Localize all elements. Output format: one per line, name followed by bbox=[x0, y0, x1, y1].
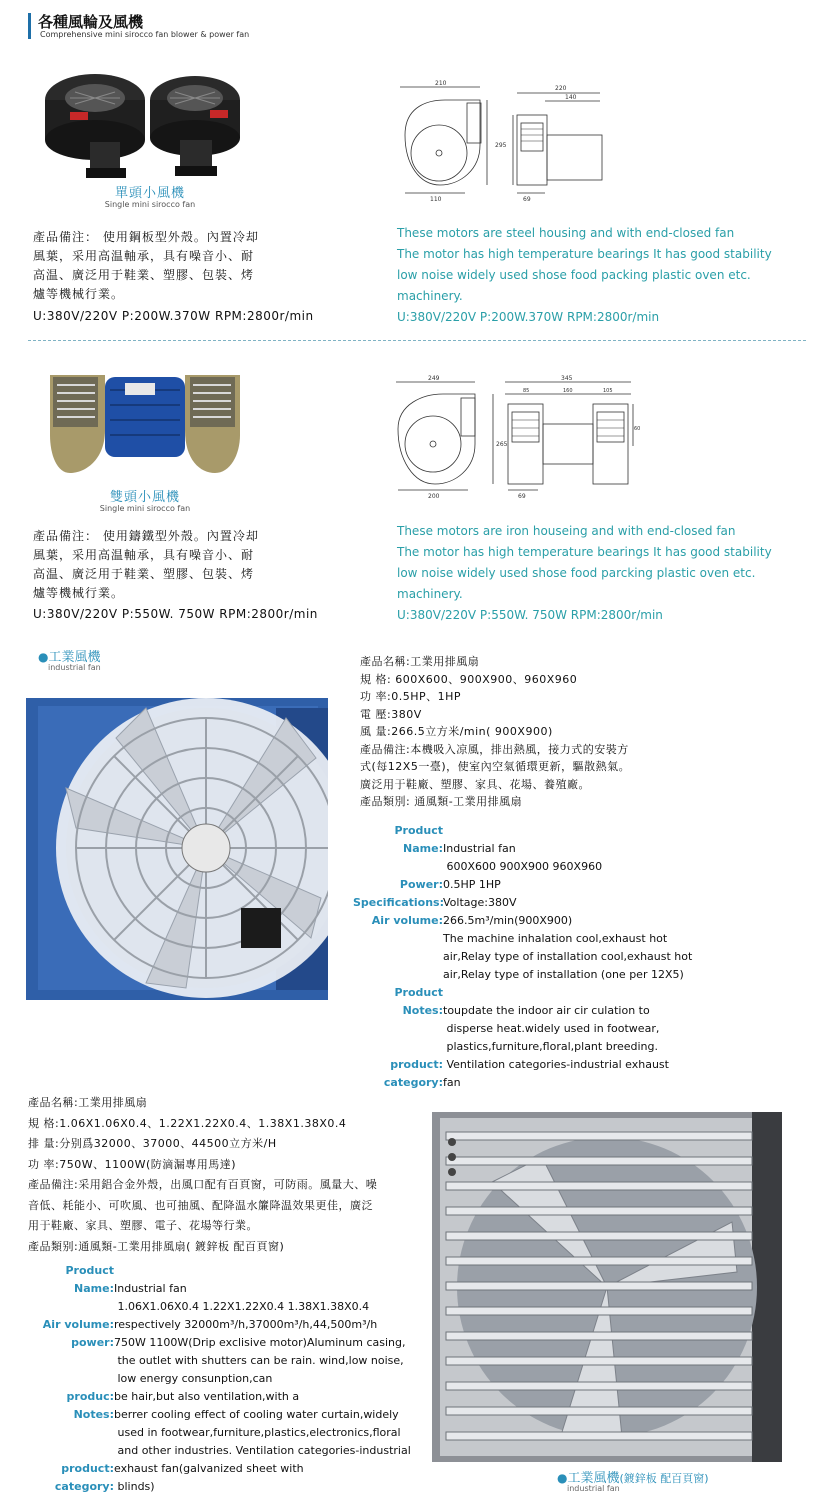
single-fan-caption: 單頭小風機 bbox=[114, 186, 185, 201]
double-fan-caption: 雙頭小風機 bbox=[109, 490, 180, 505]
louver-slat bbox=[446, 1257, 752, 1265]
dim-label: 345 bbox=[561, 375, 573, 382]
double-fan-desc-cn: 產品備注： 使用鑄鐵型外殼。內置冷却 風葉，采用高温軸承，具有噪音小、耐 高温、廣泛用于鞋業、塑膠、包裝、烤 爐等機械行業。 bbox=[33, 529, 259, 600]
louver-slat bbox=[446, 1132, 752, 1140]
galvanized-exhaust-fan-photo bbox=[432, 1112, 782, 1462]
industrial-fan-en-specs: Product Name:Industrial fan 600X600 900X900 960X960 Power:0.5HP 1HP Specifications:Voltage:380V Air volume:266.5m³/min(900X900) The machine inhalation cool,exhaust hot air,Relay type of installation cool,exhaust hot air,Relay type of installation (one per 12X5) Product Notes:toupdate the indoor air cir culation to disperse heat.widely used in footwear, plastics,furniture,floral,plant breeding. product: Ventilation categories-industrial exhaust category:fan bbox=[353, 824, 693, 1089]
exhaust-fan-cn-specs: 產品名稱:工業用排風扇 規 格:1.06X1.06X0.4、1.22X1.22X0.4、1.38X1.38X0.4 排 量:分别爲32000、37000、44500立方米/H 功 率:750W、1100W(防滴漏專用馬達) 產品備注:采用鋁合金外殼，出風口配有百頁窗，可防雨。風量大、噪 音低、耗能小、可吹風、也可抽風、配降温水簾降温效果更佳，廣泛 用于鞋廠、家具、塑膠、電子、花場等行業。 產品類别:通風類-工業用排風扇( 鍍鋅板 配百頁窗) bbox=[28, 1096, 378, 1253]
dim-label: 69 bbox=[518, 493, 526, 499]
louver-slat bbox=[446, 1157, 752, 1165]
page-subtitle: Comprehensive mini sirocco fan blower & power fan bbox=[40, 30, 250, 39]
bullet-icon: ● bbox=[557, 1471, 568, 1485]
double-fan-drawing bbox=[393, 374, 643, 499]
louver-slat bbox=[446, 1282, 752, 1290]
louver-slat bbox=[446, 1182, 752, 1190]
exhaust-fan-en-specs: Product Name:Industrial fan 1.06X1.06X0.4 1.22X1.22X0.4 1.38X1.38X0.4 Air volume:respectively 32000m³/h,37000m³/h,44,500m³/h power:750W 1100W(Drip exclisive motor)Aluminum casing, the outlet with shutters can be rain. wind,low noise, low energy consunption,can produc:be hair,but also ventilation,with a Notes:berrer cooling effect of cooling water curtain,widely used in footwear,furniture,plastics,electronics,floral and other industries. Ventilation categories-industrial product:exhaust fan(galvanized sheet with category: blinds) bbox=[42, 1264, 411, 1493]
dim-label: 160 bbox=[563, 388, 573, 394]
bullet-icon: ● bbox=[38, 650, 49, 664]
dim-label: 265 bbox=[496, 441, 508, 448]
double-fan-photo bbox=[45, 355, 245, 480]
dim-label: 140 bbox=[565, 94, 577, 101]
dim-label: 110 bbox=[430, 196, 442, 203]
louver-slat bbox=[446, 1407, 752, 1415]
double-fan-desc-en: These motors are iron houseing and with end-closed fan The motor has high temperature bearings It has good stability low noise widely used shose food parcking plastic oven etc. machinery. U:380V/220V P:550W. 750W RPM:2800r/min bbox=[397, 524, 772, 622]
louver-slat bbox=[446, 1207, 752, 1215]
exhaust-fan-subtitle: industrial fan bbox=[567, 1484, 620, 1493]
page-title: 各種風輪及風機 bbox=[38, 13, 144, 31]
dim-label: 220 bbox=[555, 85, 567, 92]
single-fan-drawing bbox=[395, 75, 635, 205]
industrial-fan-title: ●工業風機 bbox=[38, 650, 101, 665]
louver-slat bbox=[446, 1432, 752, 1440]
dim-label: 295 bbox=[495, 142, 507, 149]
single-fan-spec: U:380V/220V P:200W.370W RPM:2800r/min bbox=[33, 309, 314, 323]
dim-label: 200 bbox=[428, 493, 440, 499]
louver-slat bbox=[446, 1332, 752, 1340]
double-fan-spec: U:380V/220V P:550W. 750W RPM:2800r/min bbox=[33, 607, 318, 621]
single-fan-desc-en: These motors are steel housing and with end-closed fan The motor has high temperature bearings It has good stability low noise widely used shose food packing plastic oven etc. machinery. U:380V/220V P:200W.370W RPM:2800r/min bbox=[397, 226, 772, 324]
blue-industrial-fan-photo bbox=[26, 698, 328, 1000]
dim-label: 249 bbox=[428, 375, 440, 382]
single-fan-desc-cn: 產品備注： 使用鋼板型外殼。內置冷却 風葉，采用高温軸承，具有噪音小、耐 高温、廣泛用于鞋業、塑膠、包裝、烤 爐等機械行業。 bbox=[33, 230, 259, 301]
dim-label: 210 bbox=[435, 80, 447, 87]
dim-label: 85 bbox=[523, 388, 530, 394]
single-fan-caption-en: Single mini sirocco fan bbox=[104, 200, 196, 209]
dim-label: 60 bbox=[634, 426, 641, 432]
single-fan-photo bbox=[40, 60, 250, 185]
double-fan-caption-en: Single mini sirocco fan bbox=[99, 504, 191, 513]
dim-label: 69 bbox=[523, 196, 531, 203]
louver-slat bbox=[446, 1307, 752, 1315]
louver-slat bbox=[446, 1357, 752, 1365]
header-accent-bar bbox=[28, 13, 31, 39]
louver-slat bbox=[446, 1382, 752, 1390]
exhaust-fan-title: ●工業風機(鍍鋅板 配百頁窗) bbox=[557, 1471, 709, 1486]
industrial-fan-cn-specs: 產品名稱:工業用排風扇 規 格: 600X600、900X900、960X960 功 率:0.5HP、1HP 電 壓:380V 風 量:266.5立方米/min( 900X900) 產品備注:本機吸入凉風，排出熱風，接力式的安裝方 式(每12X5一臺)，使室內空氣循環更新，驅散熱氣。 廣泛用于鞋廠、塑膠、家具、花場、養殖廠。 產品類別: 通風類-工業用排風扇 bbox=[360, 655, 631, 808]
louver-slat bbox=[446, 1232, 752, 1240]
industrial-fan-subtitle: industrial fan bbox=[48, 663, 101, 672]
section-divider bbox=[28, 340, 806, 341]
dim-label: 105 bbox=[603, 388, 613, 394]
